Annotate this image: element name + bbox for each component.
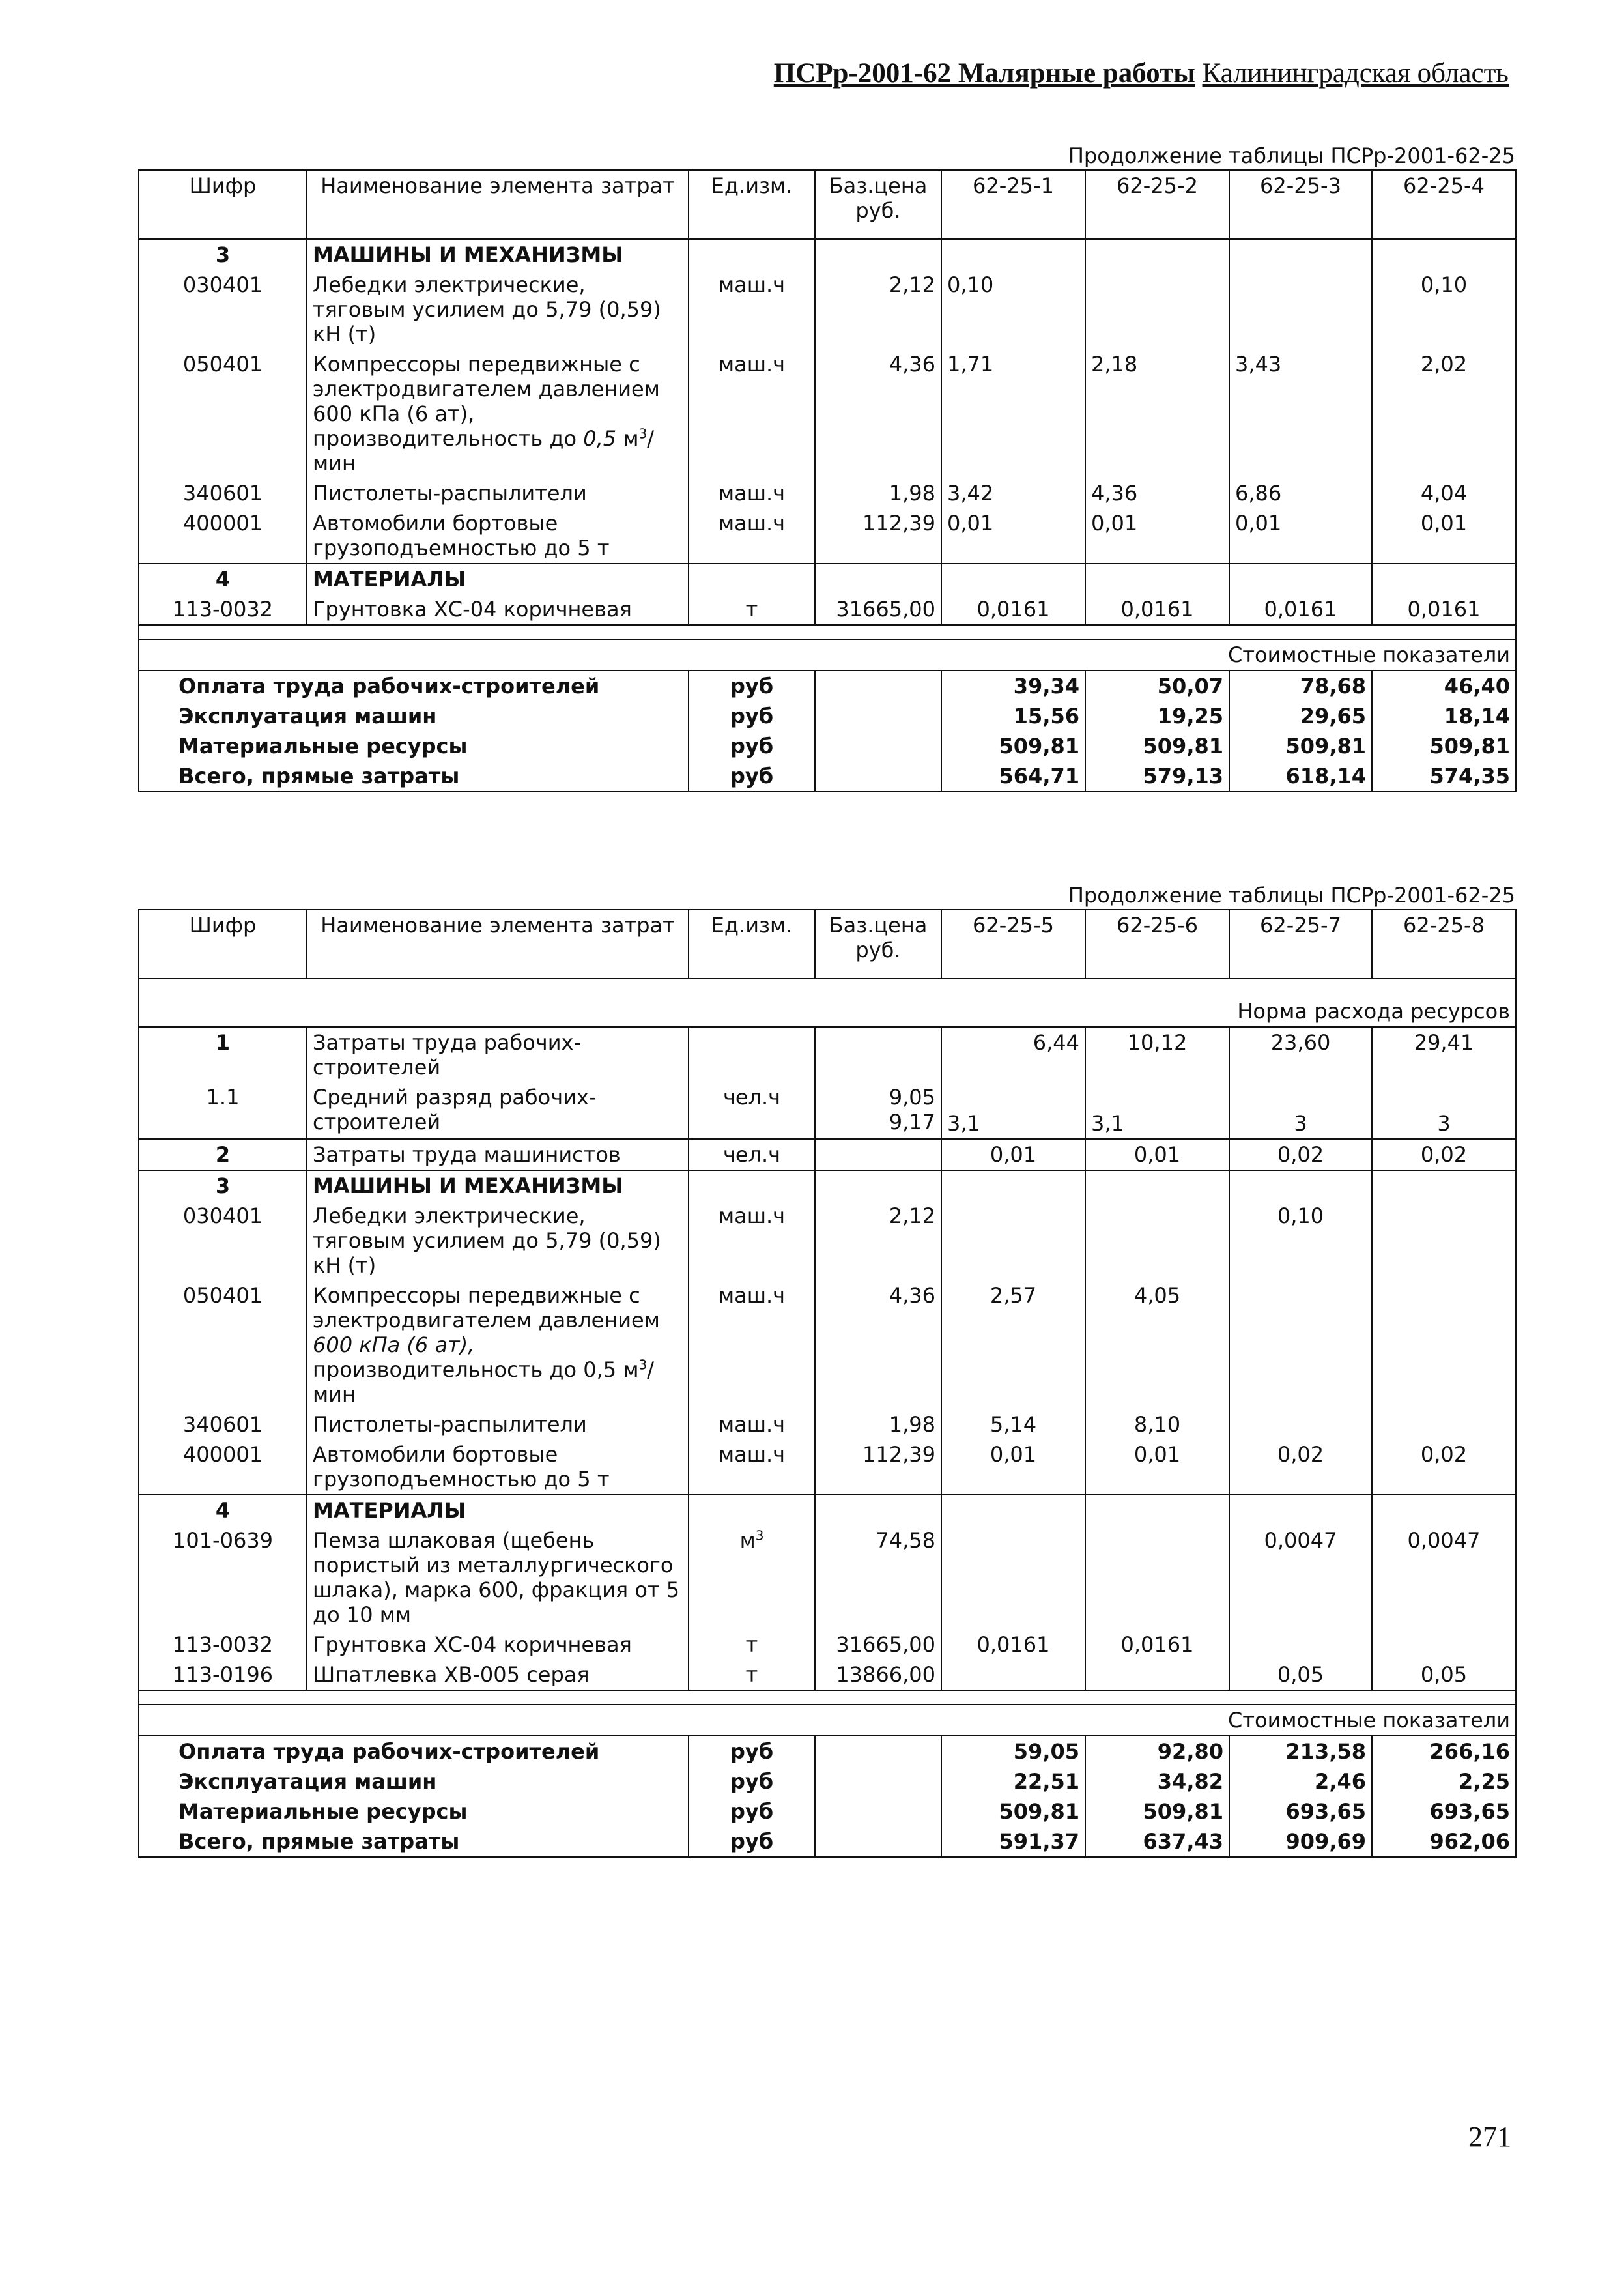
- row-name-italic: 600 кПа (6 ат),: [313, 1333, 475, 1357]
- section-row: [139, 239, 1516, 270]
- summary-unit: руб: [689, 1826, 815, 1857]
- row-value: [941, 1525, 1085, 1630]
- row-price: 2,12: [815, 270, 941, 349]
- row-value: [1085, 1201, 1229, 1280]
- norm-band: [139, 979, 1516, 1027]
- summary-value: 2,25: [1372, 1766, 1516, 1796]
- row-value: [1372, 1409, 1516, 1439]
- section-code: 4: [139, 564, 307, 594]
- summary-unit: руб: [689, 1796, 815, 1826]
- row-value: 0,0161: [1372, 594, 1516, 625]
- section-row: [139, 1170, 1516, 1201]
- summary-value: 591,37: [941, 1826, 1085, 1857]
- summary-value: 2,46: [1229, 1766, 1372, 1796]
- row-value: 0,0161: [1085, 594, 1229, 625]
- row-value: 0,01: [1229, 508, 1372, 564]
- table-row: [139, 1082, 1516, 1139]
- row-code: 340601: [139, 478, 307, 508]
- row-unit: маш.ч: [689, 1201, 815, 1280]
- summary-value: 693,65: [1372, 1796, 1516, 1826]
- row-value: 3,1: [1085, 1082, 1229, 1139]
- section-name: МАТЕРИАЛЫ: [307, 1495, 689, 1525]
- col-header: 62-25-5: [941, 910, 1085, 979]
- summary-label: Материальные ресурсы: [139, 1796, 689, 1826]
- row-value: 0,05: [1372, 1660, 1516, 1690]
- col-header: Наименование элемента затрат: [307, 910, 689, 979]
- row-price: 31665,00: [815, 594, 941, 625]
- row-unit: маш.ч: [689, 349, 815, 478]
- summary-row: [139, 1826, 1516, 1857]
- row-name: Затраты труда машинистов: [307, 1139, 689, 1170]
- row-value: 3: [1229, 1082, 1372, 1139]
- row-price: 4,36: [815, 1280, 941, 1409]
- row-value: [941, 1201, 1085, 1280]
- table-row: [139, 594, 1516, 625]
- cost-band: [139, 639, 1516, 670]
- row-value: 0,01: [941, 1439, 1085, 1495]
- row-value: 4,05: [1085, 1280, 1229, 1409]
- row-value: 0,02: [1229, 1439, 1372, 1495]
- row-value: 10,12: [1085, 1027, 1229, 1082]
- section-code: 3: [139, 1170, 307, 1201]
- row-value: 0,01: [1085, 1439, 1229, 1495]
- summary-value: 29,65: [1229, 701, 1372, 731]
- table-row: [139, 508, 1516, 564]
- summary-label: Оплата труда рабочих-строителей: [139, 670, 689, 701]
- row-value: 4,36: [1085, 478, 1229, 508]
- row-unit: т: [689, 1630, 815, 1660]
- table2-continuation: Продолжение таблицы ПСРр-2001-62-25: [1068, 883, 1515, 908]
- summary-value: 579,13: [1085, 761, 1229, 792]
- row-name-sup: 3: [638, 1357, 648, 1373]
- section-row: [139, 564, 1516, 594]
- col-header: 62-25-2: [1085, 170, 1229, 239]
- row-name: Лебедки электрические, тяговым усилием до 5,79 (0,59) кН (т): [307, 270, 689, 349]
- table1: [138, 169, 1515, 792]
- row-price: 13866,00: [815, 1660, 941, 1690]
- table-row: [139, 1409, 1516, 1439]
- row-code: 113-0032: [139, 594, 307, 625]
- row-name: Грунтовка ХС-04 коричневая: [307, 594, 689, 625]
- row-price: [815, 1082, 941, 1139]
- row-code: 113-0196: [139, 1660, 307, 1690]
- row-value: [1229, 1630, 1372, 1660]
- col-header: 62-25-6: [1085, 910, 1229, 979]
- header-region: Калининградская область: [1202, 58, 1509, 89]
- row-price: 31665,00: [815, 1630, 941, 1660]
- row-value: 0,01: [941, 508, 1085, 564]
- col-header: 62-25-7: [1229, 910, 1372, 979]
- row-value: 0,10: [1229, 1201, 1372, 1280]
- summary-value: 22,51: [941, 1766, 1085, 1796]
- summary-value: 34,82: [1085, 1766, 1229, 1796]
- row-value: 0,0161: [941, 594, 1085, 625]
- summary-value: 962,06: [1372, 1826, 1516, 1857]
- row-value: 0,01: [1085, 508, 1229, 564]
- summary-value: 78,68: [1229, 670, 1372, 701]
- summary-value: 509,81: [941, 1796, 1085, 1826]
- row-value: 0,0047: [1229, 1525, 1372, 1630]
- row-name: [307, 1280, 689, 1409]
- summary-row: [139, 701, 1516, 731]
- row-name: Пистолеты-распылители: [307, 478, 689, 508]
- summary-value: 509,81: [1229, 731, 1372, 761]
- row-value: 0,0161: [1085, 1630, 1229, 1660]
- row-name: Пистолеты-распылители: [307, 1409, 689, 1439]
- summary-value: 213,58: [1229, 1736, 1372, 1766]
- row-code: 113-0032: [139, 1630, 307, 1660]
- summary-value: 39,34: [941, 670, 1085, 701]
- row-value: [1372, 1201, 1516, 1280]
- row-name-sup: 3: [638, 425, 648, 442]
- row-value: [1229, 270, 1372, 349]
- summary-value: 574,35: [1372, 761, 1516, 792]
- row-code: 2: [139, 1139, 307, 1170]
- spacer-row: [139, 1690, 1516, 1705]
- summary-value: 15,56: [941, 701, 1085, 731]
- table-row: [139, 1139, 1516, 1170]
- row-name-text: Компрессоры передвижные с электродвигателем давлением: [313, 1283, 660, 1333]
- row-code: 340601: [139, 1409, 307, 1439]
- row-unit: маш.ч: [689, 1409, 815, 1439]
- row-code: 1.1: [139, 1082, 307, 1139]
- summary-value: 637,43: [1085, 1826, 1229, 1857]
- row-value: 8,10: [1085, 1409, 1229, 1439]
- summary-row: [139, 761, 1516, 792]
- row-value: 3,1: [941, 1082, 1085, 1139]
- row-unit: маш.ч: [689, 1280, 815, 1409]
- row-value: 1,71: [941, 349, 1085, 478]
- row-code: 030401: [139, 1201, 307, 1280]
- row-value: 0,02: [1372, 1439, 1516, 1495]
- row-value: [1372, 1280, 1516, 1409]
- row-code: 050401: [139, 349, 307, 478]
- section-row: [139, 1495, 1516, 1525]
- row-name-text: производительность до 0,5 м: [313, 1357, 639, 1382]
- row-value: 3: [1372, 1082, 1516, 1139]
- unit-sup: 3: [755, 1527, 764, 1544]
- table2: [138, 909, 1515, 1858]
- col-header: 62-25-8: [1372, 910, 1516, 979]
- table-row: [139, 1525, 1516, 1630]
- summary-value: 92,80: [1085, 1736, 1229, 1766]
- row-name-italic: 0,5: [583, 426, 617, 451]
- spacer-row: [139, 625, 1516, 639]
- summary-label: Всего, прямые затраты: [139, 761, 689, 792]
- section-name: МАШИНЫ И МЕХАНИЗМЫ: [307, 1170, 689, 1201]
- section-name: МАТЕРИАЛЫ: [307, 564, 689, 594]
- row-name: Средний разряд рабочих-строителей: [307, 1082, 689, 1139]
- row-unit: чел.ч: [689, 1082, 815, 1139]
- summary-row: [139, 731, 1516, 761]
- row-price: 2,12: [815, 1201, 941, 1280]
- row-name: Пемза шлаковая (щебень пористый из металлургического шлака), марка 600, фракция от 5 до 10 мм: [307, 1525, 689, 1630]
- row-value: [1229, 1280, 1372, 1409]
- table-row: [139, 1439, 1516, 1495]
- row-code: 030401: [139, 270, 307, 349]
- row-unit: маш.ч: [689, 1439, 815, 1495]
- summary-value: 50,07: [1085, 670, 1229, 701]
- summary-value: 18,14: [1372, 701, 1516, 731]
- unit-text: м: [739, 1528, 756, 1553]
- col-header: Шифр: [139, 170, 307, 239]
- page-number: 271: [1468, 2121, 1511, 2153]
- summary-unit: руб: [689, 701, 815, 731]
- row-price: 1,98: [815, 478, 941, 508]
- row-price: 1,98: [815, 1409, 941, 1439]
- row-name: Лебедки электрические, тяговым усилием до 5,79 (0,59) кН (т): [307, 1201, 689, 1280]
- col-header: Ед.изм.: [689, 170, 815, 239]
- row-price: 4,36: [815, 349, 941, 478]
- table-row: [139, 478, 1516, 508]
- summary-value: 693,65: [1229, 1796, 1372, 1826]
- norm-band-label: Норма расхода ресурсов: [139, 979, 1516, 1027]
- row-value: 0,01: [941, 1139, 1085, 1170]
- summary-row: [139, 1796, 1516, 1826]
- price-a: 9,05: [889, 1085, 935, 1110]
- row-value: 23,60: [1229, 1027, 1372, 1082]
- table-row: [139, 349, 1516, 478]
- row-value: 0,10: [941, 270, 1085, 349]
- summary-label: Эксплуатация машин: [139, 1766, 689, 1796]
- summary-label: Эксплуатация машин: [139, 701, 689, 731]
- summary-value: 59,05: [941, 1736, 1085, 1766]
- table-row: [139, 1027, 1516, 1082]
- col-header: Баз.цена руб.: [815, 910, 941, 979]
- row-code: 1: [139, 1027, 307, 1082]
- row-unit: чел.ч: [689, 1139, 815, 1170]
- row-value: 3,43: [1229, 349, 1372, 478]
- row-name: Затраты труда рабочих-строителей: [307, 1027, 689, 1082]
- row-value: 2,57: [941, 1280, 1085, 1409]
- row-code: 101-0639: [139, 1525, 307, 1630]
- summary-value: 46,40: [1372, 670, 1516, 701]
- summary-label: Материальные ресурсы: [139, 731, 689, 761]
- section-name: МАШИНЫ И МЕХАНИЗМЫ: [307, 239, 689, 270]
- table-row: [139, 1201, 1516, 1280]
- row-name-text: /мин: [313, 1357, 654, 1407]
- row-code: 400001: [139, 1439, 307, 1495]
- summary-unit: руб: [689, 761, 815, 792]
- row-unit: маш.ч: [689, 478, 815, 508]
- col-header: 62-25-3: [1229, 170, 1372, 239]
- col-header: 62-25-4: [1372, 170, 1516, 239]
- row-value: 3,42: [941, 478, 1085, 508]
- row-value: 6,86: [1229, 478, 1372, 508]
- page-header: [717, 57, 1509, 103]
- summary-unit: руб: [689, 670, 815, 701]
- row-value: 0,0161: [1229, 594, 1372, 625]
- row-value: 4,04: [1372, 478, 1516, 508]
- header-title: ПСРр-2001-62 Малярные работы: [773, 58, 1195, 89]
- row-unit: т: [689, 594, 815, 625]
- row-price: 74,58: [815, 1525, 941, 1630]
- row-unit: маш.ч: [689, 270, 815, 349]
- row-name: Грунтовка ХС-04 коричневая: [307, 1630, 689, 1660]
- row-value: 0,01: [1085, 1139, 1229, 1170]
- row-name: Автомобили бортовые грузоподъемностью до 5 т: [307, 508, 689, 564]
- col-header: Баз.цена руб.: [815, 170, 941, 239]
- row-unit: т: [689, 1660, 815, 1690]
- row-value: 2,02: [1372, 349, 1516, 478]
- row-name: [307, 349, 689, 478]
- row-value: 0,02: [1229, 1139, 1372, 1170]
- row-name: Автомобили бортовые грузоподъемностью до 5 т: [307, 1439, 689, 1495]
- row-name-text: Компрессоры передвижные с электродвигателем давлением 600 кПа (6 ат), производительность до: [313, 352, 660, 451]
- row-value: 0,0161: [941, 1630, 1085, 1660]
- row-value: [1085, 1525, 1229, 1630]
- row-code: 050401: [139, 1280, 307, 1409]
- cost-band-label: Стоимостные показатели: [139, 1705, 1516, 1736]
- summary-label: Всего, прямые затраты: [139, 1826, 689, 1857]
- row-value: 29,41: [1372, 1027, 1516, 1082]
- summary-value: 509,81: [941, 731, 1085, 761]
- row-value: 0,0047: [1372, 1525, 1516, 1630]
- price-b: 9,17: [889, 1110, 935, 1134]
- row-value: 2,18: [1085, 349, 1229, 478]
- table-row: [139, 1280, 1516, 1409]
- row-value: 0,05: [1229, 1660, 1372, 1690]
- row-value: 6,44: [941, 1027, 1085, 1082]
- row-price: 112,39: [815, 1439, 941, 1495]
- summary-value: 509,81: [1372, 731, 1516, 761]
- summary-unit: руб: [689, 1766, 815, 1796]
- col-header: Наименование элемента затрат: [307, 170, 689, 239]
- summary-value: 266,16: [1372, 1736, 1516, 1766]
- summary-unit: руб: [689, 731, 815, 761]
- col-header: Ед.изм.: [689, 910, 815, 979]
- table-row: [139, 1630, 1516, 1660]
- summary-value: 909,69: [1229, 1826, 1372, 1857]
- row-value: [1229, 1409, 1372, 1439]
- table-row: [139, 270, 1516, 349]
- row-value: 0,10: [1372, 270, 1516, 349]
- row-value: [1372, 1630, 1516, 1660]
- summary-value: 509,81: [1085, 1796, 1229, 1826]
- table1-continuation: Продолжение таблицы ПСРр-2001-62-25: [1068, 143, 1515, 168]
- summary-row: [139, 670, 1516, 701]
- col-header: Шифр: [139, 910, 307, 979]
- section-code: 3: [139, 239, 307, 270]
- row-price: 112,39: [815, 508, 941, 564]
- summary-value: 618,14: [1229, 761, 1372, 792]
- summary-row: [139, 1736, 1516, 1766]
- table-row: [139, 1660, 1516, 1690]
- table1-header-row: [139, 170, 1516, 239]
- summary-unit: руб: [689, 1736, 815, 1766]
- row-code: 400001: [139, 508, 307, 564]
- row-value: [941, 1660, 1085, 1690]
- row-unit: маш.ч: [689, 508, 815, 564]
- col-header: 62-25-1: [941, 170, 1085, 239]
- row-value: 5,14: [941, 1409, 1085, 1439]
- row-value: 0,02: [1372, 1139, 1516, 1170]
- summary-value: 564,71: [941, 761, 1085, 792]
- summary-value: 19,25: [1085, 701, 1229, 731]
- section-code: 4: [139, 1495, 307, 1525]
- row-name-text: м: [616, 426, 639, 451]
- row-value: [1085, 1660, 1229, 1690]
- summary-label: Оплата труда рабочих-строителей: [139, 1736, 689, 1766]
- table2-header-row: [139, 910, 1516, 979]
- cost-band: [139, 1705, 1516, 1736]
- cost-band-label: Стоимостные показатели: [139, 639, 1516, 670]
- row-value: [1085, 270, 1229, 349]
- row-value: 0,01: [1372, 508, 1516, 564]
- row-name: Шпатлевка ХВ-005 серая: [307, 1660, 689, 1690]
- summary-value: 509,81: [1085, 731, 1229, 761]
- row-name-text: /мин: [313, 426, 654, 476]
- summary-row: [139, 1766, 1516, 1796]
- row-unit: [689, 1525, 815, 1630]
